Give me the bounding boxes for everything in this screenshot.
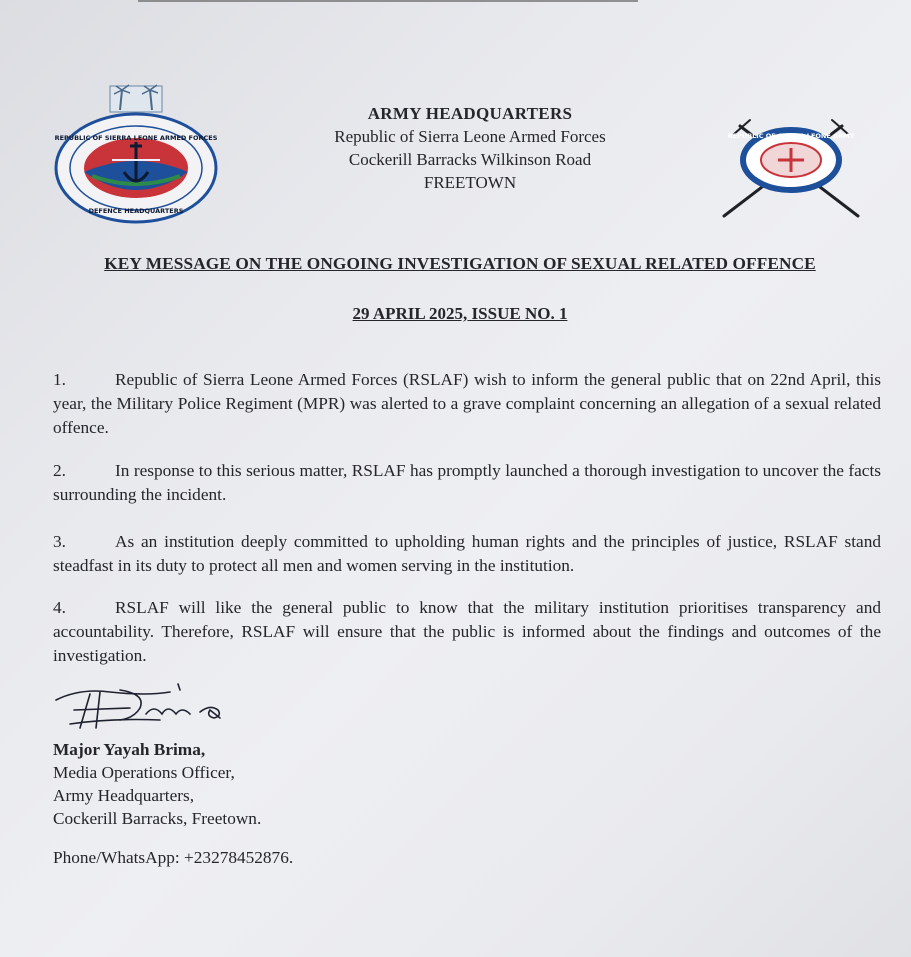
army-crest-icon <box>710 116 872 224</box>
paragraph-3 <box>53 530 881 578</box>
paragraph-text: In response to this serious matter, RSLAF has promptly launched a thorough investigation to uncover the facts surrounding the incident. <box>53 461 881 504</box>
letterhead-title: ARMY HEADQUARTERS <box>367 104 573 123</box>
crest-palm-trees <box>110 85 162 112</box>
signoff-block <box>53 738 261 830</box>
crest-ring-text: REPUBLIC OF SIERRA LEONE ARMED FORCES <box>54 134 218 142</box>
letterhead-line-3: FREETOWN <box>423 173 517 192</box>
signatory-org: Army Headquarters, <box>53 786 195 805</box>
army-ring-text: REPUBLIC OF SIERRA LEONE ARMY <box>727 132 855 140</box>
paragraph-number: 4. <box>53 598 66 617</box>
document-title: KEY MESSAGE ON THE ONGOING INVESTIGATION OF SEXUAL RELATED OFFENCE <box>104 254 816 273</box>
contact-phone: Phone/WhatsApp: +23278452876. <box>53 848 294 867</box>
crest-bottom-text: DEFENCE HEADQUARTERS <box>88 207 184 215</box>
paragraph-4 <box>53 596 881 668</box>
letterhead <box>290 102 650 194</box>
letterhead-line-2: Cockerill Barracks Wilkinson Road <box>348 150 592 169</box>
paragraph-text: RSLAF will like the general public to know that the military institution prioritises transparency and accountability. Therefore, RSLAF will ensure that the public is informed about the findings and outcomes of the investigation. <box>53 598 881 665</box>
paragraph-text: As an institution deeply committed to upholding human rights and the principles of justice, RSLAF stand steadfast in its duty to protect all men and women serving in the institution. <box>53 532 881 575</box>
paragraph-2 <box>53 459 881 507</box>
paragraph-number: 1. <box>53 370 66 389</box>
defence-hq-crest-icon <box>52 80 220 228</box>
issue-date: 29 APRIL 2025, ISSUE NO. 1 <box>352 304 568 323</box>
paragraph-1 <box>53 368 881 440</box>
paragraph-number: 3. <box>53 532 66 551</box>
letterhead-line-1: Republic of Sierra Leone Armed Forces <box>334 127 606 146</box>
paragraph-number: 2. <box>53 461 66 480</box>
handwritten-signature <box>50 680 240 736</box>
top-edge-line <box>138 0 638 2</box>
signatory-location: Cockerill Barracks, Freetown. <box>53 809 262 828</box>
signatory-role: Media Operations Officer, <box>53 763 235 782</box>
paragraph-text: Republic of Sierra Leone Armed Forces (RSLAF) wish to inform the general public that on 22nd April, this year, the Military Police Regiment (MPR) was alerted to a grave complaint concerning an allegation of a sexual related offence. <box>53 370 881 437</box>
signatory-name: Major Yayah Brima, <box>53 740 206 759</box>
